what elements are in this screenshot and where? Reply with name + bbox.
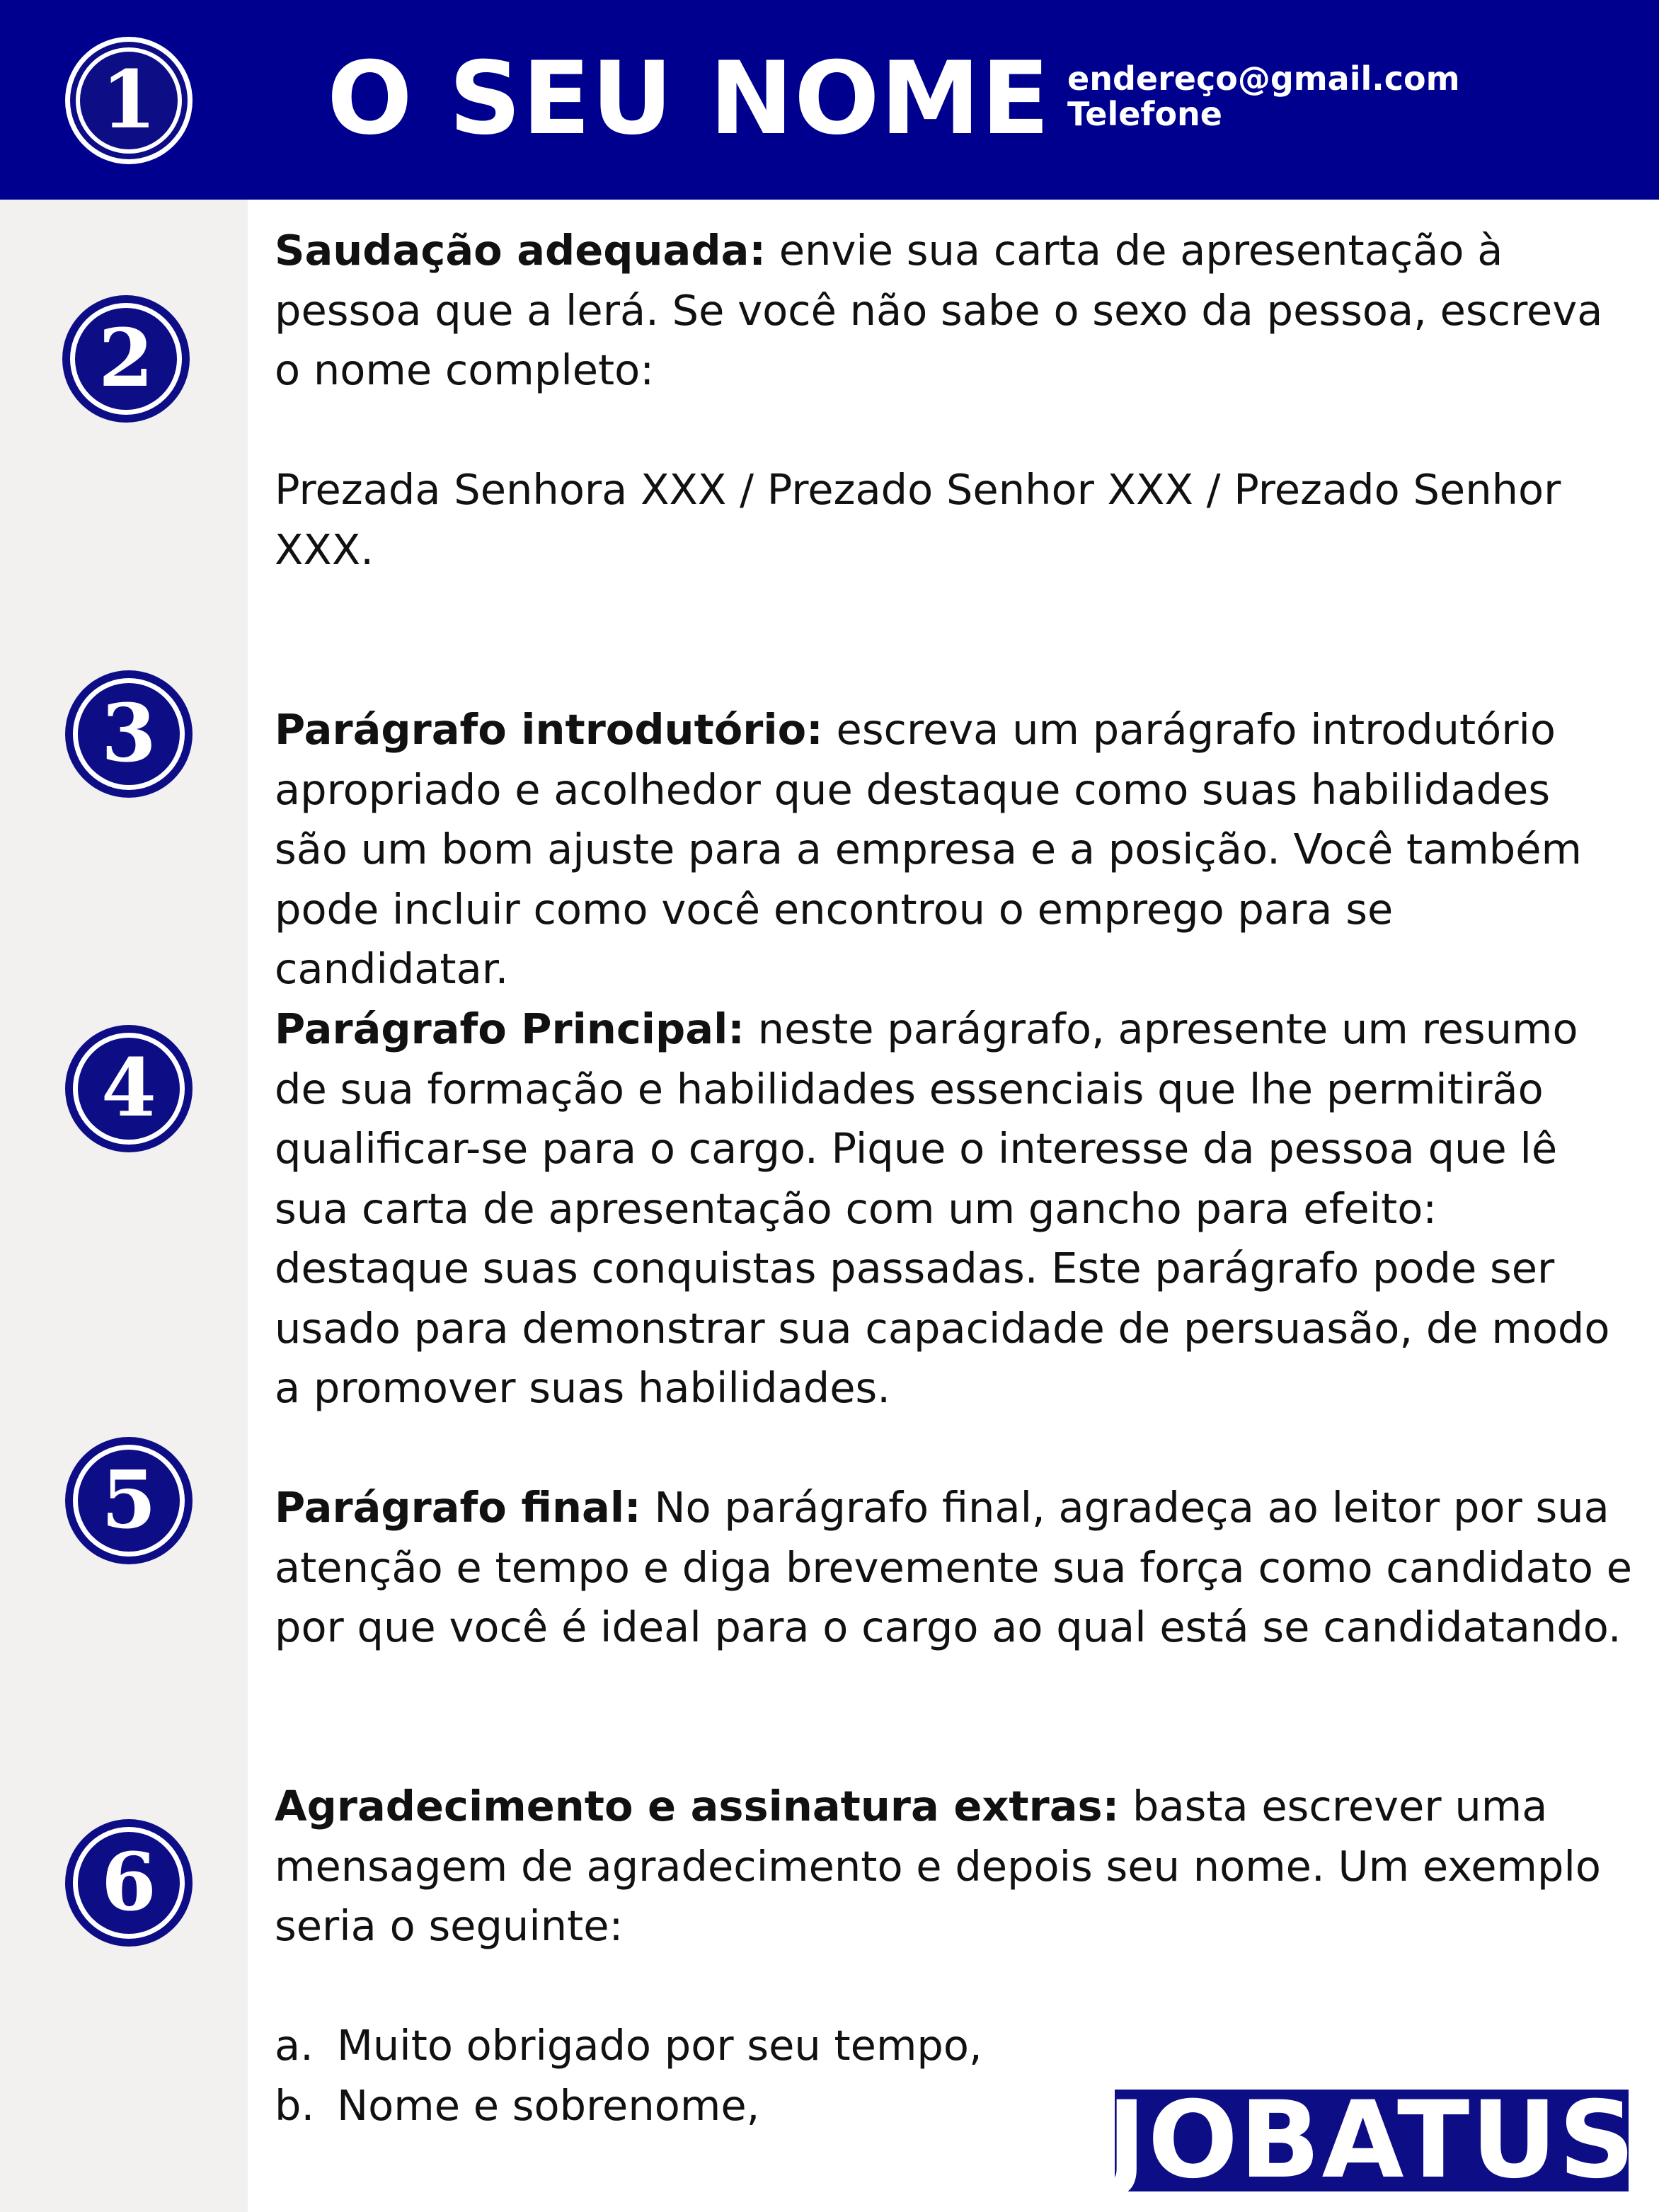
contact-info [1067, 61, 1460, 132]
step-number-2: 2 [70, 303, 182, 415]
intro-paragraph [275, 700, 1634, 999]
step-number-badge-4 [65, 1025, 193, 1152]
greeting-paragraph [275, 221, 1634, 401]
step-number-5: 5 [73, 1445, 185, 1557]
closing-heading: Agradecimento e assinatura extras: [275, 1782, 1120, 1830]
step-number-badge-3 [65, 670, 193, 798]
list-item-text: Muito obrigado por seu tempo, [337, 2021, 982, 2070]
phone-number: Telefone [1067, 95, 1222, 133]
step-number-badge-2 [62, 295, 190, 423]
section-main [275, 999, 1634, 1419]
greeting-text: envie sua carta de apresentação à pessoa que a lerá. Se você não sabe o sexo da pessoa, escreva o nome completo: [275, 226, 1603, 394]
greeting-example: Prezada Senhora XXX / Prezado Senhor XXX / Prezado Senhor XXX. [275, 465, 1561, 574]
header-bar [0, 0, 1659, 200]
step-number-badge-6 [65, 1819, 193, 1947]
step-number-3: 3 [73, 678, 185, 790]
list-marker: b. [275, 2080, 315, 2130]
step-number-badge-5 [65, 1437, 193, 1564]
step-number-badge-1 [65, 37, 193, 164]
applicant-name: O SEU NOME [327, 40, 1051, 157]
email-address: endereço@gmail.com [1067, 59, 1460, 98]
final-paragraph [275, 1478, 1634, 1658]
jobatus-logo: JOBATUS [1106, 2079, 1637, 2202]
final-heading: Parágrafo final: [275, 1483, 641, 1532]
list-item [275, 2016, 1634, 2076]
closing-paragraph [275, 1777, 1634, 1956]
list-marker: a. [275, 2021, 314, 2070]
step-number-1: 1 [76, 47, 182, 154]
main-text: neste parágrafo, apresente um resumo de sua formação e habilidades essenciais que lhe permitirão qualificar-se para o cargo. Pique o interesse da pessoa que lê sua carta de apresentação com um gancho para efeito: destaque suas conquistas passadas. Este parágrafo pode ser usado para demonstrar sua capacidade de persuasão, de modo a promover suas habilidades. [275, 1004, 1610, 1412]
main-heading: Parágrafo Principal: [275, 1004, 745, 1053]
greeting-heading: Saudação adequada: [275, 226, 766, 275]
section-greeting [275, 221, 1634, 580]
intro-heading: Parágrafo introdutório: [275, 705, 823, 754]
section-final [275, 1478, 1634, 1658]
main-paragraph [275, 999, 1634, 1419]
closing-text: basta escrever uma mensagem de agradecimento e depois seu nome. Um exemplo seria o seguinte: [275, 1782, 1601, 1950]
step-number-6: 6 [73, 1827, 185, 1939]
section-intro [275, 700, 1634, 999]
final-text: No parágrafo final, agradeça ao leitor por sua atenção e tempo e diga brevemente sua força como candidato e por que você é ideal para o cargo ao qual está se candidatando. [275, 1483, 1633, 1651]
intro-text: escreva um parágrafo introdutório apropriado e acolhedor que destaque como suas habilidades são um bom ajuste para a empresa e a posição. Você também pode incluir como você encontrou o emprego para se candidatar. [275, 705, 1582, 993]
list-item-text: Nome e sobrenome, [337, 2080, 760, 2130]
step-number-4: 4 [73, 1033, 185, 1145]
